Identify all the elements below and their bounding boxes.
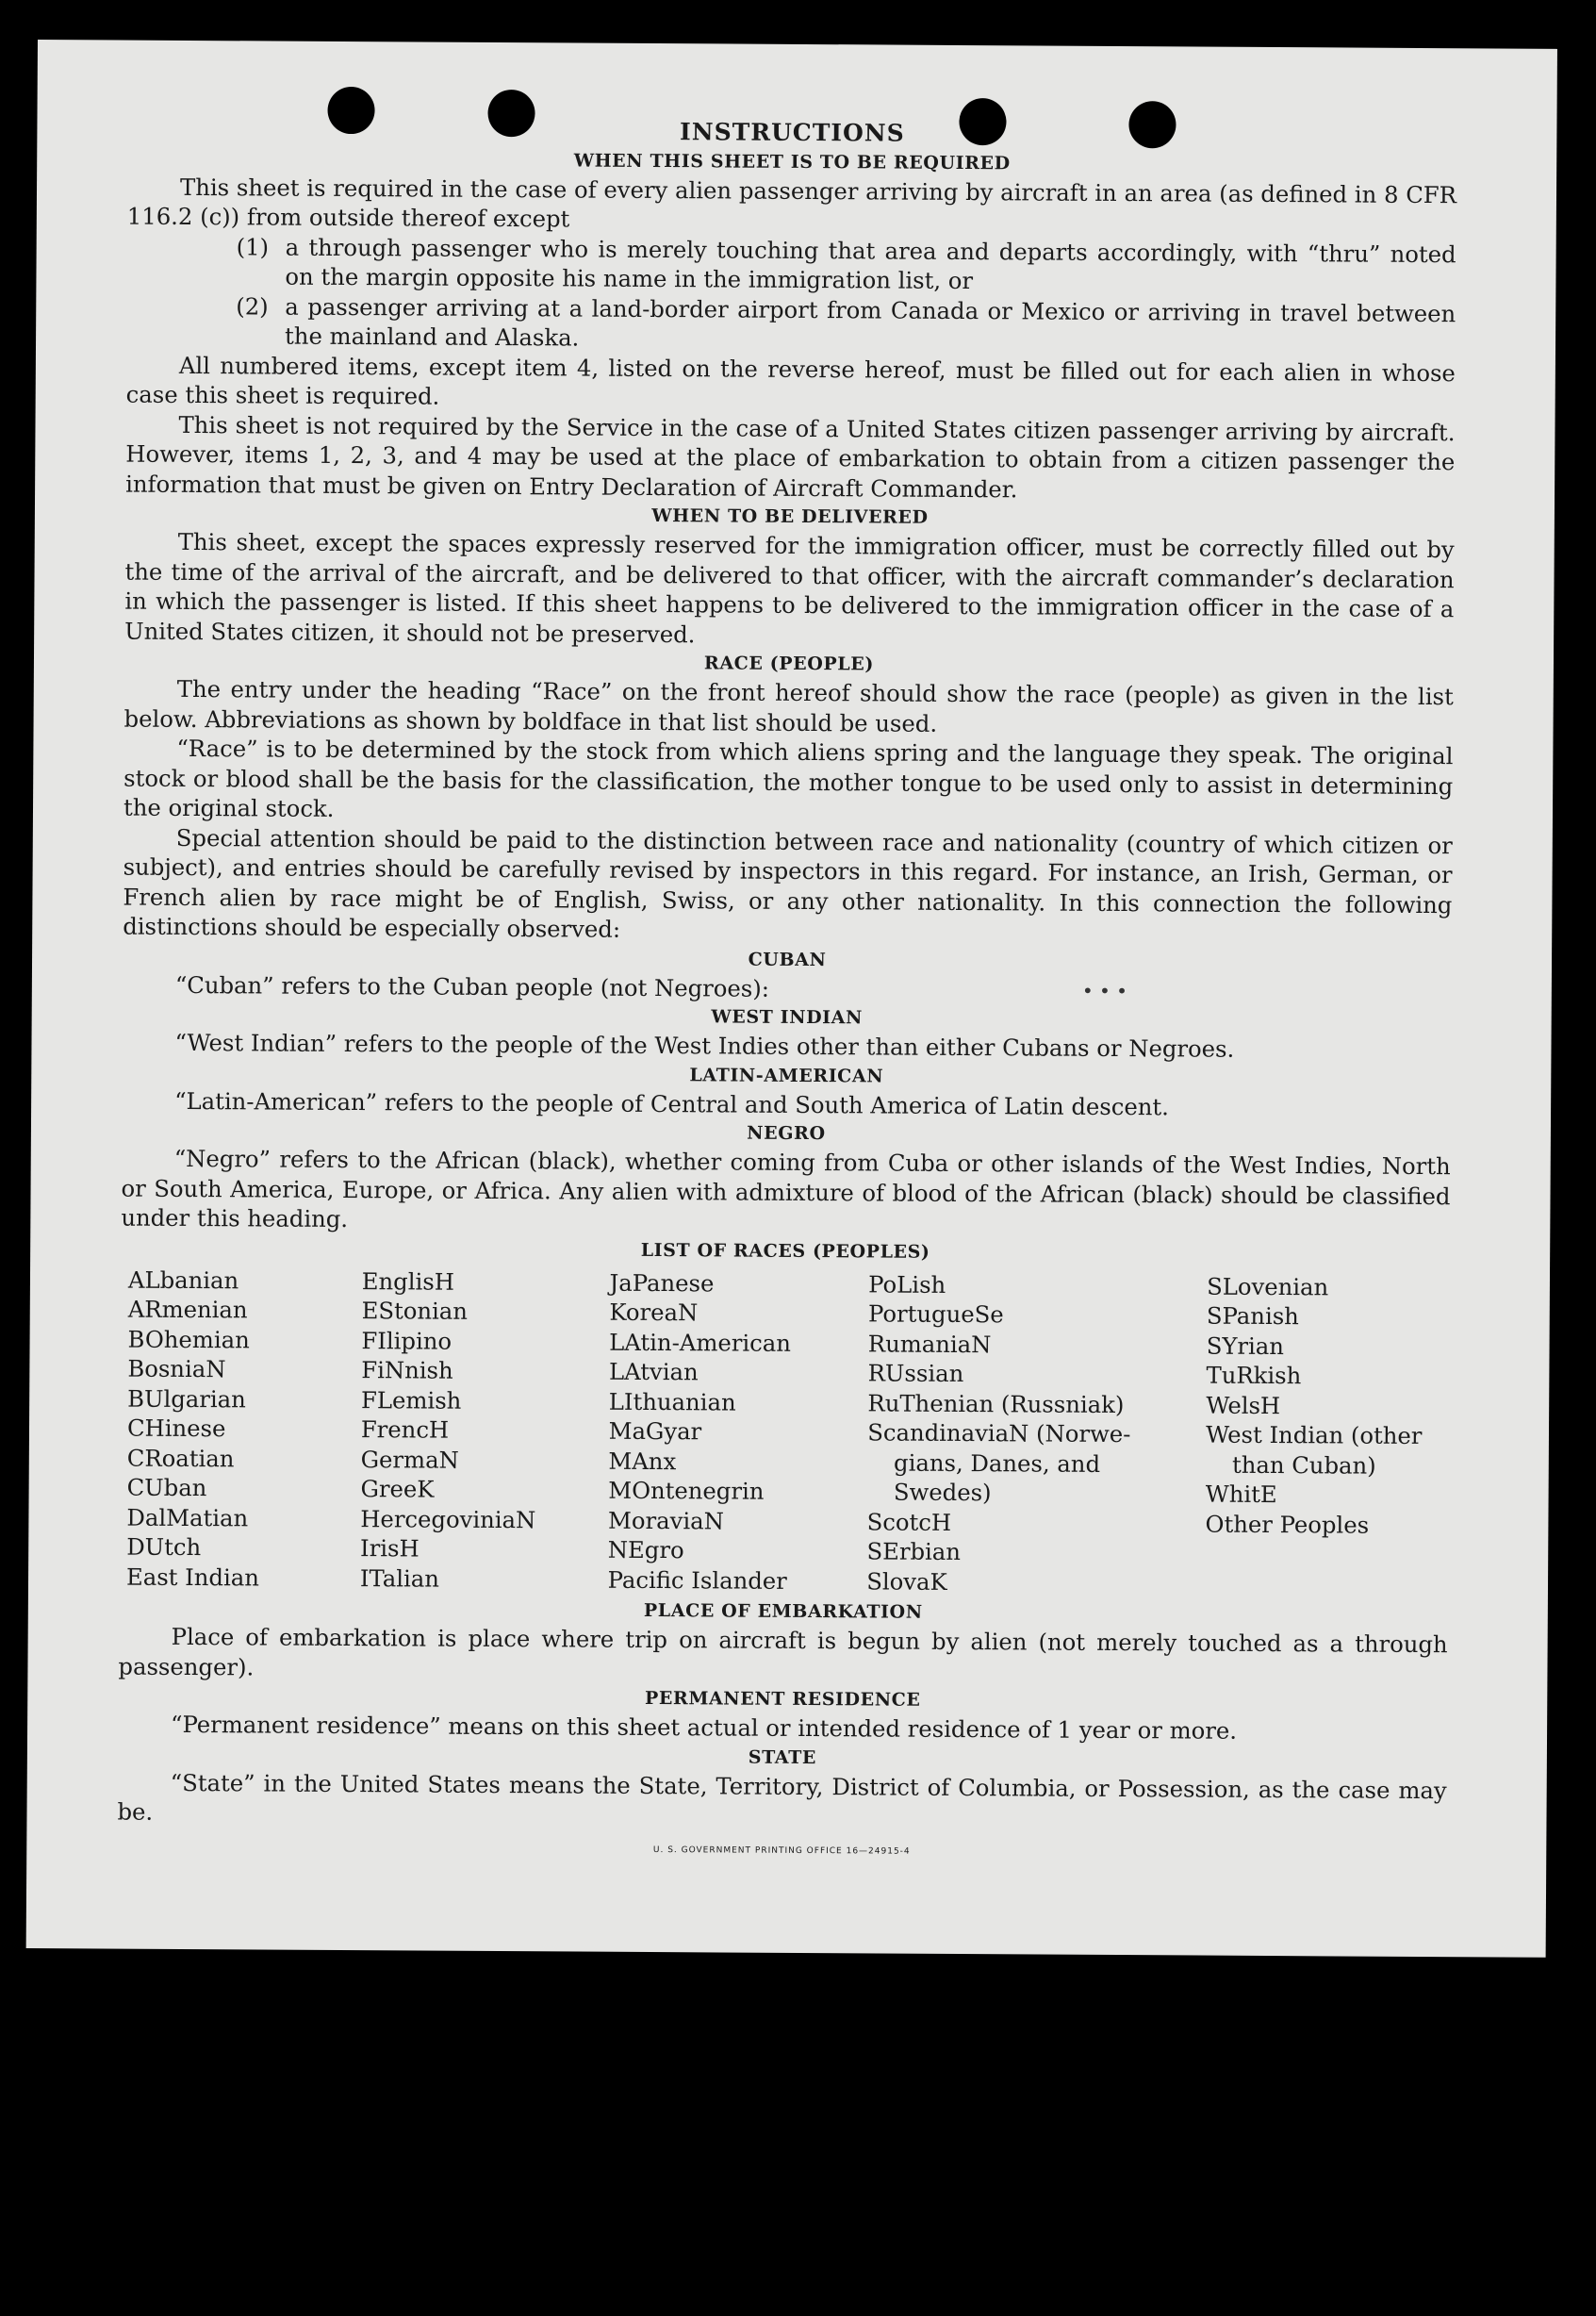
race-entry: BosniaN bbox=[127, 1354, 226, 1383]
residence-text: “Permanent residence” means on this sheet actual or intended residence of 1 year or more. bbox=[171, 1710, 1238, 1745]
race-paragraph-2: “Race” is to be determined by the stock from which aliens spring and the language they speak. The original stock or blood shall be the basis for the classification, the mother tongue to be used only to assist in determining the original stock. bbox=[123, 734, 1454, 822]
race-entry: MAnx bbox=[608, 1447, 677, 1475]
race-entry: HercegoviniaN bbox=[360, 1504, 536, 1533]
heading-embarkation: PLACE OF EMBARKATION bbox=[643, 1599, 923, 1623]
race-entry: TuRkish bbox=[1206, 1361, 1302, 1390]
race-entry: FiNnish bbox=[361, 1356, 453, 1384]
race-entry: GreeK bbox=[360, 1475, 435, 1503]
when-required-intro: This sheet is required in the case of every alien passenger arriving by aircraft in an area (as defined in 8 CFR 116.2 (c)) from outside thereof except bbox=[126, 173, 1457, 233]
race-entry: RumaniaN bbox=[867, 1329, 992, 1358]
race-entry: ITalian bbox=[359, 1563, 440, 1593]
heading-state: STATE bbox=[748, 1746, 817, 1768]
latin-american-text: “Latin-American” refers to the people of Central and South America of Latin descent. bbox=[174, 1086, 1170, 1120]
race-entry: Pacific Islander bbox=[607, 1565, 787, 1595]
heading-latin-american: LATIN-AMERICAN bbox=[689, 1064, 884, 1087]
heading-race: RACE (PEOPLE) bbox=[703, 653, 875, 675]
race-entry: SYrian bbox=[1206, 1332, 1285, 1360]
race-paragraph-1: The entry under the heading “Race” on the front hereof should show the race (people) as given in the list below. Abbreviations as shown by boldface in that list should be used. bbox=[123, 674, 1454, 737]
exception-text: a passenger arriving at a land-border airport from Canada or Mexico or arriving in travel between the mainland and Alaska. bbox=[284, 292, 1456, 352]
races-column bbox=[608, 1267, 869, 1596]
race-entry: NEgro bbox=[607, 1535, 684, 1564]
race-entry: SLovenian bbox=[1207, 1272, 1329, 1300]
west-indian-text: “West Indian” refers to the people of the West Indies other than either Cubans or Negroes. bbox=[174, 1028, 1235, 1063]
race-entry: East Indian bbox=[125, 1563, 260, 1591]
citizen-paragraph: This sheet is not required by the Service in the case of a United States citizen passenger arriving by aircraft. However, items 1, 2, 3, and 4 may be used at the place of embarkation to obtain from a citizen passenger the information that must be given on Entry Declaration of Aircraft Commander. bbox=[125, 410, 1456, 503]
exception-number: (2) bbox=[236, 291, 269, 320]
race-entry: CRoatian bbox=[126, 1444, 235, 1472]
races-column bbox=[360, 1266, 610, 1595]
race-entry: IrisH bbox=[360, 1534, 420, 1563]
exception-item bbox=[236, 232, 1456, 299]
races-column bbox=[866, 1269, 1207, 1598]
races-column bbox=[1205, 1271, 1450, 1599]
race-entry: PoLish bbox=[868, 1269, 946, 1299]
race-entry-continued: Swedes) bbox=[893, 1478, 992, 1507]
heading-residence: PERMANENT RESIDENCE bbox=[644, 1687, 921, 1711]
race-entry: LIthuanian bbox=[608, 1387, 736, 1416]
negro-text: “Negro” refers to the African (black), whether coming from Cuba or other islands of the West Indies, North or South America, Europe, or Africa. Any alien with admixture of blood of the African (black) should be classified under this heading. bbox=[121, 1144, 1451, 1233]
race-entry: EStonian bbox=[361, 1297, 469, 1325]
race-entry: SlovaK bbox=[866, 1566, 947, 1596]
race-entry: LAtin-American bbox=[609, 1328, 792, 1357]
race-paragraph-3: Special attention should be paid to the distinction between race and nationality (country of which citizen or subject), and entries should be carefully revised by inspectors in this regard. For instance, an Irish, German, or French alien by race might be of English, Swiss, or any other nationality. In this connection the following distinctions should be especially observed: bbox=[123, 823, 1453, 943]
race-entry: FIlipino bbox=[361, 1326, 452, 1355]
speck-marks: • • • bbox=[1081, 979, 1128, 1003]
state-text: “State” in the United States means the State, Territory, District of Columbia, or Possession, as the case may be. bbox=[117, 1768, 1447, 1826]
race-entry: SErbian bbox=[866, 1537, 962, 1566]
race-entry: DalMatian bbox=[126, 1503, 249, 1531]
race-entry: FrencH bbox=[360, 1415, 450, 1444]
heading-when-required: WHEN THIS SHEET IS TO BE REQUIRED bbox=[573, 149, 1011, 174]
exception-text: a through passenger who is merely touching that area and departs accordingly, with “thru” noted on the margin opposite his name in the immigration list, or bbox=[285, 233, 1456, 295]
race-entry: BUlgarian bbox=[127, 1384, 246, 1413]
race-entry: ScotcH bbox=[866, 1507, 952, 1536]
race-entry: ALbanian bbox=[127, 1266, 239, 1294]
race-entry: DUtch bbox=[126, 1532, 202, 1562]
race-entry: ScandinaviaN (Norwe- bbox=[867, 1418, 1131, 1448]
exception-item bbox=[236, 291, 1456, 358]
race-entry: RUssian bbox=[867, 1359, 964, 1388]
race-entry: SPanish bbox=[1206, 1301, 1299, 1331]
race-entry: EnglisH bbox=[361, 1266, 455, 1296]
cuban-text: “Cuban” refers to the Cuban people (not Negroes): bbox=[174, 970, 770, 1002]
race-entry: CHinese bbox=[126, 1414, 226, 1443]
heading-west-indian: WEST INDIAN bbox=[711, 1006, 864, 1029]
race-entry: MaGyar bbox=[608, 1416, 702, 1446]
heading-list-of-races: LIST OF RACES (PEOPLES) bbox=[640, 1239, 930, 1263]
when-delivered-text: This sheet, except the spaces expressly reserved for the immigration officer, must be correctly filled out by the time of the arrival of the aircraft, and be delivered to that officer, with the aircraft commander’s declaration in which the passenger is listed. If this sheet happens to be delivered to the immigration officer in the case of a United States citizen, it should not be preserved. bbox=[124, 527, 1455, 648]
page-title: INSTRUCTIONS bbox=[679, 118, 905, 147]
document-body bbox=[117, 107, 1456, 1871]
race-entry: FLemish bbox=[360, 1385, 462, 1414]
race-entry: BOhemian bbox=[127, 1325, 250, 1353]
races-list bbox=[126, 1265, 1450, 1599]
heading-cuban: CUBAN bbox=[748, 949, 827, 970]
race-entry: WhitE bbox=[1205, 1480, 1277, 1509]
printer-imprint: U. S. GOVERNMENT PRINTING OFFICE 16—24915-4 bbox=[652, 1845, 911, 1857]
race-entry: GermaN bbox=[360, 1445, 459, 1474]
race-entry-continued: than Cuban) bbox=[1231, 1450, 1376, 1480]
race-entry: West Indian (other bbox=[1206, 1420, 1423, 1449]
race-entry: MOntenegrin bbox=[608, 1476, 765, 1505]
race-entry-continued: gians, Danes, and bbox=[893, 1448, 1101, 1478]
embarkation-text: Place of embarkation is place where trip on aircraft is begun by alien (not merely touched as a through passenger). bbox=[118, 1622, 1448, 1680]
document-sheet bbox=[26, 40, 1557, 1958]
race-entry: WelsH bbox=[1206, 1391, 1281, 1419]
heading-when-delivered: WHEN TO BE DELIVERED bbox=[651, 505, 929, 528]
race-entry: LAtvian bbox=[608, 1357, 699, 1386]
race-entry: Other Peoples bbox=[1205, 1510, 1370, 1539]
race-entry: ARmenian bbox=[127, 1295, 248, 1324]
heading-negro: NEGRO bbox=[747, 1122, 826, 1145]
exception-number: (1) bbox=[236, 232, 270, 261]
race-entry: CUban bbox=[126, 1473, 207, 1502]
race-entry: PortugueSe bbox=[867, 1299, 1004, 1329]
races-column bbox=[126, 1265, 362, 1593]
race-entry: MoraviaN bbox=[607, 1506, 724, 1534]
numbered-items-paragraph: All numbered items, except item 4, listed on the reverse hereof, must be filled out for each alien in whose case this sheet is required. bbox=[125, 351, 1456, 410]
race-entry: KoreaN bbox=[609, 1298, 699, 1327]
race-entry: JaPanese bbox=[609, 1268, 715, 1297]
race-entry: RuThenian (Russniak) bbox=[867, 1388, 1125, 1418]
